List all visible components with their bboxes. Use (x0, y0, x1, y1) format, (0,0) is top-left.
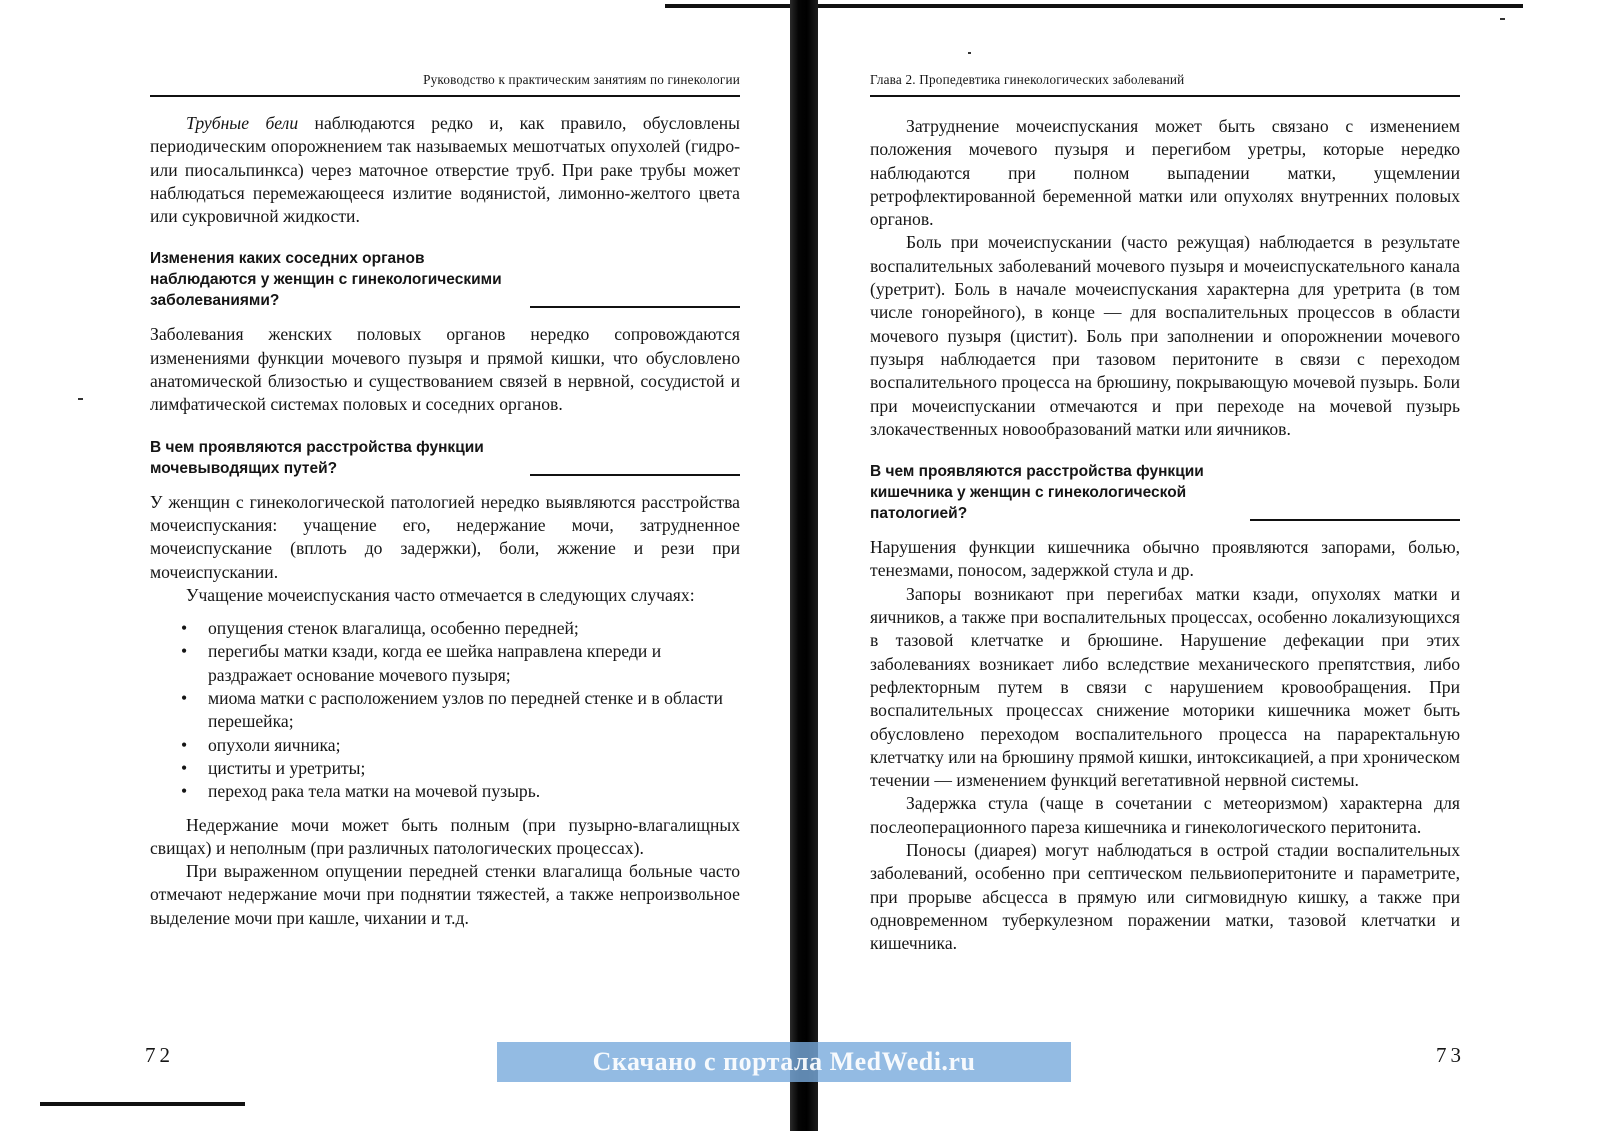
list-item: • циститы и уретриты; (208, 757, 740, 780)
bullet-list (150, 617, 740, 803)
running-head: Руководство к практическим занятиям по гинекологии (150, 72, 740, 97)
paragraph: Трубные бели наблюдаются редко и, как правило, обусловлены периодическим опорожнением так называемых мешотчатых опухолей (гидро- или пиосальпинкса) через маточное отверстие труб. При раке трубы может наблюдаться перемежающееся излитие водянистой, лимонно-желтого цвета или сукровичной жидкости. (150, 113, 741, 227)
page-body (150, 112, 740, 930)
question-text: Изменения каких соседних органов наблюдаются у женщин с гинекологическими заболеваниями? (150, 250, 502, 310)
list-item: • перегибы матки кзади, когда ее шейка направлена кпереди и раздражает основание мочевого пузыря; (208, 640, 740, 687)
question-heading (150, 437, 740, 479)
paragraph: Задержка стула (чаще в сочетании с метеоризмом) характерна для послеоперационного пареза кишечника и гинекологического перитонита. (870, 793, 1460, 837)
paragraph: Нарушения функции кишечника обычно проявляются запорами, болью, тенезмами, поносом, задержкой стула и др. (870, 537, 1460, 581)
paragraph: Заболевания женских половых органов нередко сопровождаются изменениями функции мочевого пузыря и прямой кишки, что обусловлено анатомической близостью и существованием связей в нервной, сосудистой и лимфатической системах половых и соседних органов. (150, 324, 740, 415)
paragraph: При выраженном опущении передней стенки влагалища больные часто отмечают недержание мочи при поднятии тяжестей, а также непроизвольное выделение мочи при кашле, чихании и т.д. (150, 861, 740, 928)
heading-rule (530, 474, 740, 476)
left-page (0, 0, 790, 1131)
paragraph: Боль при мочеиспускании (часто режущая) наблюдается в результате воспалительных заболеваний мочевого пузыря и мочеиспускательного канала (уретрит). Боль в начале мочеиспускания характерна для уретрита (в том числе гонорейного), в конце — для воспалительных процессов в области мочевого пузыря (цистит). Боль при заполнении и опорожнении мочевого пузыря наблюдается при тазовом перитоните в связи с переходом воспалительного процесса на брюшину, покрывающую мочевой пузырь. Боли при мочеиспускании отмечаются и при переходе на мочевой пузырь злокачественных новообразований матки или яичников. (870, 232, 1460, 439)
heading-rule (1250, 519, 1460, 521)
download-watermark: Скачано с портала MedWedi.ru (497, 1042, 1071, 1082)
paragraph: Недержание мочи может быть полным (при пузырно-влагалищных свищах) и неполным (при различных патологических процессах). (150, 814, 740, 858)
paragraph: Учащение мочеиспускания часто отмечается в следующих случаях: (186, 584, 695, 605)
paragraph: Поносы (диарея) могут наблюдаться в острой стадии воспалительных заболеваний, особенно при септическом пельвиоперитоните и параметрите, при прорыве абсцесса в прямую или сигмовидную кишку, а также при одновременном туберкулезном поражении матки, тазовой клетчатки и кишечника. (870, 840, 1460, 954)
question-text: В чем проявляются расстройства функции кишечника у женщин с гинекологической патологией? (870, 463, 1204, 523)
page-number: 72 (145, 1043, 174, 1067)
paragraph: Затруднение мочеиспускания может быть связано с изменением положения мочевого пузыря и перегибом уретры, которые нередко наблюдаются при полном выпадении матки, ущемлении ретрофлектированной беременной матки или опухолях внутренних половых органов. (870, 116, 1460, 230)
list-item: • опухоли яичника; (208, 734, 740, 757)
list-item: • переход рака тела матки на мочевой пузырь. (208, 780, 740, 803)
question-heading (150, 248, 740, 311)
list-item: • миома матки с расположением узлов по передней стенке и в области перешейка; (208, 687, 740, 734)
heading-rule (530, 306, 740, 308)
question-heading (870, 461, 1460, 524)
book-gutter (790, 0, 818, 1131)
italic-term: Трубные бели (186, 113, 299, 133)
page-body (870, 115, 1460, 956)
list-item: • опущения стенок влагалища, особенно передней; (208, 617, 740, 640)
page-number: 73 (1436, 1043, 1465, 1067)
right-page (818, 0, 1600, 1131)
question-text: В чем проявляются расстройства функции мочевыводящих путей? (150, 438, 484, 477)
paragraph: У женщин с гинекологической патологией нередко выявляются расстройства мочеиспускания: учащение его, недержание мочи, затрудненное мочеиспускание (вплоть до задержки), боли, жжение и рези при мочеиспускании. (150, 491, 740, 582)
running-head: Глава 2. Пропедевтика гинекологических заболеваний (870, 72, 1460, 97)
paragraph: Запоры возникают при перегибах матки кзади, опухолях матки и яичников, а также при воспалительных процессах, особенно локализующихся в тазовой клетчатке и брюшине. Нарушение дефекации при этих заболеваниях возникает либо вследствие механического препятствия, либо рефлекторным путем в связи с нарушением кровообращения. При воспалительных процессах снижение моторики кишечника может быть обусловлено переходом воспалительного процесса на параректальную клетчатку или на брюшину прямой кишки, интоксикацией, а при хроническом течении — изменением функций вегетативной нервной системы. (870, 583, 1460, 791)
